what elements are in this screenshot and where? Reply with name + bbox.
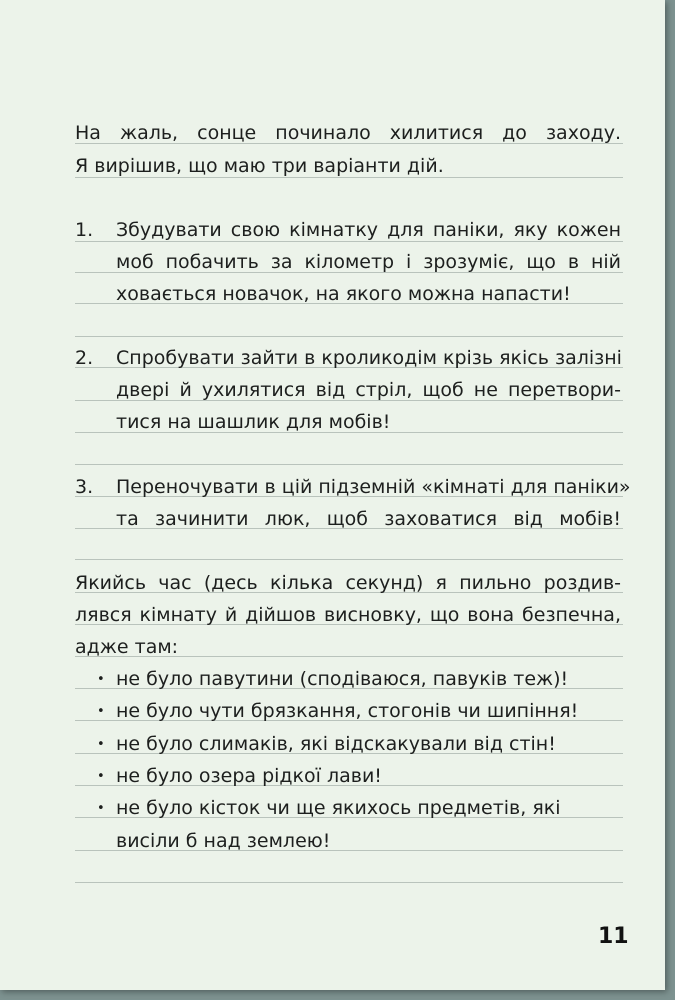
bullet-line: не було чути брязкання, стогонів чи шипіння! [116, 700, 579, 722]
option-number: 3. [75, 476, 94, 498]
option-line: та зачинити люк, щоб заховатися від мобів! [116, 508, 621, 530]
bullet-line: не було кісток чи ще якихось предметів, які [116, 797, 561, 819]
option-number: 2. [75, 347, 94, 369]
bullet-marker: • [97, 801, 105, 816]
bullet-marker: • [97, 672, 105, 687]
conclusion-line: лявся кімнату й дійшов висновку, що вона безпечна, [75, 604, 621, 626]
option-number: 1. [75, 219, 94, 241]
conclusion-line: адже там: [75, 636, 179, 658]
intro-line: На жаль, сонце починало хилитися до заходу. [75, 122, 621, 144]
option-line: ховається новачок, на якого можна напасти! [116, 283, 571, 305]
intro-line: Я вирішив, що маю три варіанти дій. [75, 155, 444, 177]
option-line: двері й ухилятися від стріл, щоб не перетвори- [116, 379, 621, 401]
bullet-line: не було слимаків, які відскакували від стін! [116, 733, 556, 755]
option-line: Переночувати в цій підземній «кімнаті для паніки» [116, 476, 631, 498]
bullet-line: не було павутини (сподіваюся, павуків теж)! [116, 668, 569, 690]
option-line: Збудувати свою кімнатку для паніки, яку кожен [116, 219, 621, 241]
option-line: Спробувати зайти в кроликодім крізь якісь залізні [116, 347, 622, 369]
page-number: 11 [598, 924, 629, 949]
bullet-marker: • [97, 737, 105, 752]
bullet-marker: • [97, 704, 105, 719]
ruled-line [75, 241, 623, 242]
ruled-line [75, 336, 623, 337]
ruled-line [75, 882, 623, 883]
ruled-line [75, 464, 623, 465]
option-line: тися на шашлик для мобів! [116, 411, 391, 433]
conclusion-line: Якийсь час (десь кілька секунд) я пильно роздив- [75, 572, 621, 594]
ruled-line [75, 177, 623, 178]
bullet-marker: • [97, 769, 105, 784]
option-line: моб побачить за кілометр і зрозуміє, що в ній [116, 251, 621, 273]
ruled-line [75, 559, 623, 560]
bullet-line: висіли б над землею! [116, 830, 331, 852]
bullet-line: не було озера рідкої лави! [116, 765, 382, 787]
